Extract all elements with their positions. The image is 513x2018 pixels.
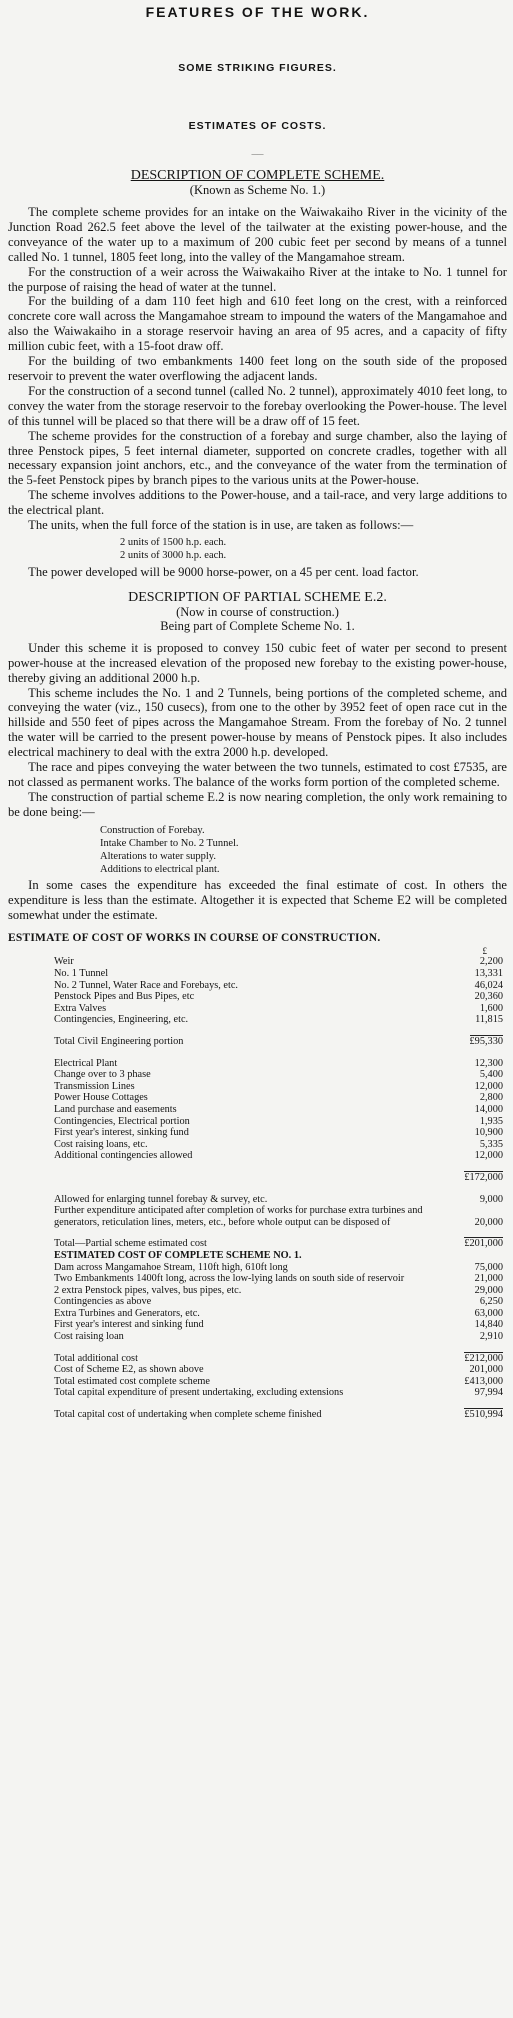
table-row: 2 extra Penstock pipes, valves, bus pipes, etc. 29,000 (54, 1284, 503, 1296)
page-subtitle-estimates: ESTIMATES OF COSTS. (188, 120, 327, 132)
page-title: FEATURES OF THE WORK. (145, 4, 370, 20)
table-row: Dam across Mangamahoe Stream, 110ft high, 610ft long 75,000 (54, 1261, 503, 1273)
paragraph: The power developed will be 9000 horse-power, on a 45 per cent. load factor. (28, 564, 419, 579)
table-row: Land purchase and easements 14,000 (54, 1103, 503, 1115)
table-row: Total capital expenditure of present undertaking, excluding extensions 97,994 (54, 1387, 503, 1399)
paragraph: The construction of partial scheme E.2 is now nearing completion, the only work remaining to be done being:— (8, 789, 507, 819)
paragraph: In some cases the expenditure has exceeded the final estimate of cost. In others the expenditure is less than the estimate. Altogether it is expected that Scheme E2 will be completed somewhat under the estimate. (8, 877, 507, 922)
paragraph: For the building of two embankments 1400 feet long on the south side of the proposed reservoir to prevent the water overflowing the adjacent lands. (8, 354, 507, 383)
paragraph: For the building of a dam 110 feet high and 610 feet long on the crest, with a reinforced concrete core wall across the Mangamahoe stream to impound the waters of the Mangamahoe and also the Waiwakaiho in a storage reservoir having an area of 95 acres, and a capacity of fifty million cubic feet, with a 15-foot draw off. (8, 294, 507, 354)
table-row: Two Embankments 1400ft long, across the low-lying lands on south side of reservoir 21,000 (54, 1273, 503, 1285)
table-row: Total—Partial scheme estimated cost £201,000 (54, 1238, 503, 1250)
list-item: 2 units of 3000 h.p. each. (120, 549, 227, 561)
table-row: Allowed for enlarging tunnel forebay & survey, etc. 9,000 (54, 1193, 503, 1205)
list-item: 2 units of 1500 h.p. each. (120, 536, 227, 548)
complete-scheme-title: DESCRIPTION OF COMPLETE SCHEME. (130, 168, 385, 183)
paragraph: Under this scheme it is proposed to convey 150 cubic feet of water per second to present power-house at the increased elevation of the proposed new forebay to the existing power-house, thereby giving an additional 2000 h.p. (8, 640, 507, 685)
divider-ornament: —— (251, 152, 264, 158)
estimate-table (8, 956, 507, 1420)
table-row: Total additional cost £212,000 (54, 1352, 503, 1364)
table-row: Total estimated cost complete scheme £413,000 (54, 1375, 503, 1387)
paragraph: For the construction of a weir across the Waiwakaiho River at the intake to No. 1 tunnel for the purpose of raising the head of water at the tunnel. (8, 264, 507, 294)
table-row: First year's interest, sinking fund 10,900 (54, 1127, 503, 1139)
table-row: Electrical Plant 12,300 (54, 1057, 503, 1069)
partial-scheme-subtitle-2: Being part of Complete Scheme No. 1. (160, 618, 355, 633)
table-row: No. 2 Tunnel, Water Race and Forebays, etc. 46,024 (54, 979, 503, 991)
page-subtitle: SOME STRIKING FIGURES. (178, 62, 337, 74)
list-item: Intake Chamber to No. 2 Tunnel. (100, 837, 239, 849)
table-row: Cost raising loan 2,910 (54, 1331, 503, 1343)
estimate-title: ESTIMATE OF COST OF WORKS IN COURSE OF CONSTRUCTION. (8, 932, 381, 945)
table-row: Transmission Lines 12,000 (54, 1080, 503, 1092)
paragraph: This scheme includes the No. 1 and 2 Tunnels, being portions of the completed scheme, and conveying the water (viz., 150 cusecs), from one to the other by 3952 feet of open race cut in the hillside and 550 feet of pipes across the Mangamahoe Stream. From the forebay of No. 2 tunnel the water will be carried to the present power-house by means of Penstock pipes. It also includes electrical machinery to deal with the extra 2000 h.p. developed. (8, 685, 507, 760)
list-item: Construction of Forebay. (100, 824, 205, 836)
table-row: Additional contingencies allowed 12,000 (54, 1150, 503, 1162)
paragraph: The units, when the full force of the station is in use, are taken as follows:— (28, 518, 414, 533)
table-row: ESTIMATED COST OF COMPLETE SCHEME NO. 1. (54, 1249, 302, 1261)
partial-scheme-title: DESCRIPTION OF PARTIAL SCHEME E.2. (128, 589, 387, 605)
list-item: Additions to electrical plant. (100, 863, 220, 875)
paragraph: The race and pipes conveying the water between the two tunnels, estimated to cost £7535, are not classed as permanent works. The balance of the works form portion of the completed scheme. (8, 760, 507, 789)
table-row: Extra Valves 1,600 (54, 1002, 503, 1014)
currency-header: £ (482, 946, 487, 957)
paragraph: The complete scheme provides for an intake on the Waiwakaiho River in the vicinity of the Junction Road 262.5 feet above the level of the tailwater at the existing power-house, and the conveyance of the water up to a maximum of 200 cubic feet per second by means of a tunnel called No. 1 tunnel, 1805 feet long, into the valley of the Mangamahoe stream. (8, 205, 507, 264)
newspaper-page (0, 4, 513, 2018)
table-row: Total capital cost of undertaking when complete scheme finished £510,994 (54, 1409, 503, 1421)
table-row: £172,000 (464, 1171, 503, 1183)
table-row: Change over to 3 phase 5,400 (54, 1069, 503, 1081)
paragraph: The scheme provides for the construction of a forebay and surge chamber, also the laying of three Penstock pipes, 5 feet internal diameter, supported on concrete cradles, together with all necessary expansion joint anchors, etc., and the conveyance of the water from the termination of the 5-feet Penstock pipes by branch pipes to the various units at the Power-house. (8, 428, 507, 488)
table-row: First year's interest and sinking fund 14,840 (54, 1319, 503, 1331)
table-row: Total Civil Engineering portion £95,330 (54, 1036, 503, 1047)
table-row: Penstock Pipes and Bus Pipes, etc 20,360 (54, 991, 503, 1003)
table-row: Contingencies as above 6,250 (54, 1296, 503, 1308)
table-row: Contingencies, Engineering, etc. 11,815 (54, 1014, 503, 1026)
table-row: Power House Cottages 2,800 (54, 1092, 503, 1104)
table-row: Contingencies, Electrical portion 1,935 (54, 1115, 503, 1127)
paragraph: The scheme involves additions to the Power-house, and a tail-race, and very large additions to the electrical plant. (8, 488, 507, 518)
table-row: Weir 2,200 (54, 956, 503, 968)
complete-scheme-subtitle: (Known as Scheme No. 1.) (189, 183, 326, 197)
table-row: Cost raising loans, etc. 5,335 (54, 1138, 503, 1150)
partial-scheme-subtitle: (Now in course of construction.) (176, 604, 339, 619)
paragraph: For the construction of a second tunnel (called No. 2 tunnel), approximately 4010 feet long, to convey the water from the storage reservoir to the forebay overlooking the Power-house. The level of this tunnel will be placed so that there will be a draw off of 15 feet. (8, 383, 507, 428)
table-row: Cost of Scheme E2, as shown above 201,000 (54, 1364, 503, 1376)
table-row: No. 1 Tunnel 13,331 (54, 968, 503, 980)
list-item: Alterations to water supply. (100, 850, 216, 862)
remaining-work-list (100, 824, 507, 876)
units-list (120, 536, 507, 562)
table-row: Extra Turbines and Generators, etc. 63,000 (54, 1307, 503, 1319)
table-row: Further expenditure anticipated after completion of works for purchase extra turbines and generators, reticulation lines, meters, etc., before whole output can be disposed of 20,000 (54, 1205, 503, 1228)
